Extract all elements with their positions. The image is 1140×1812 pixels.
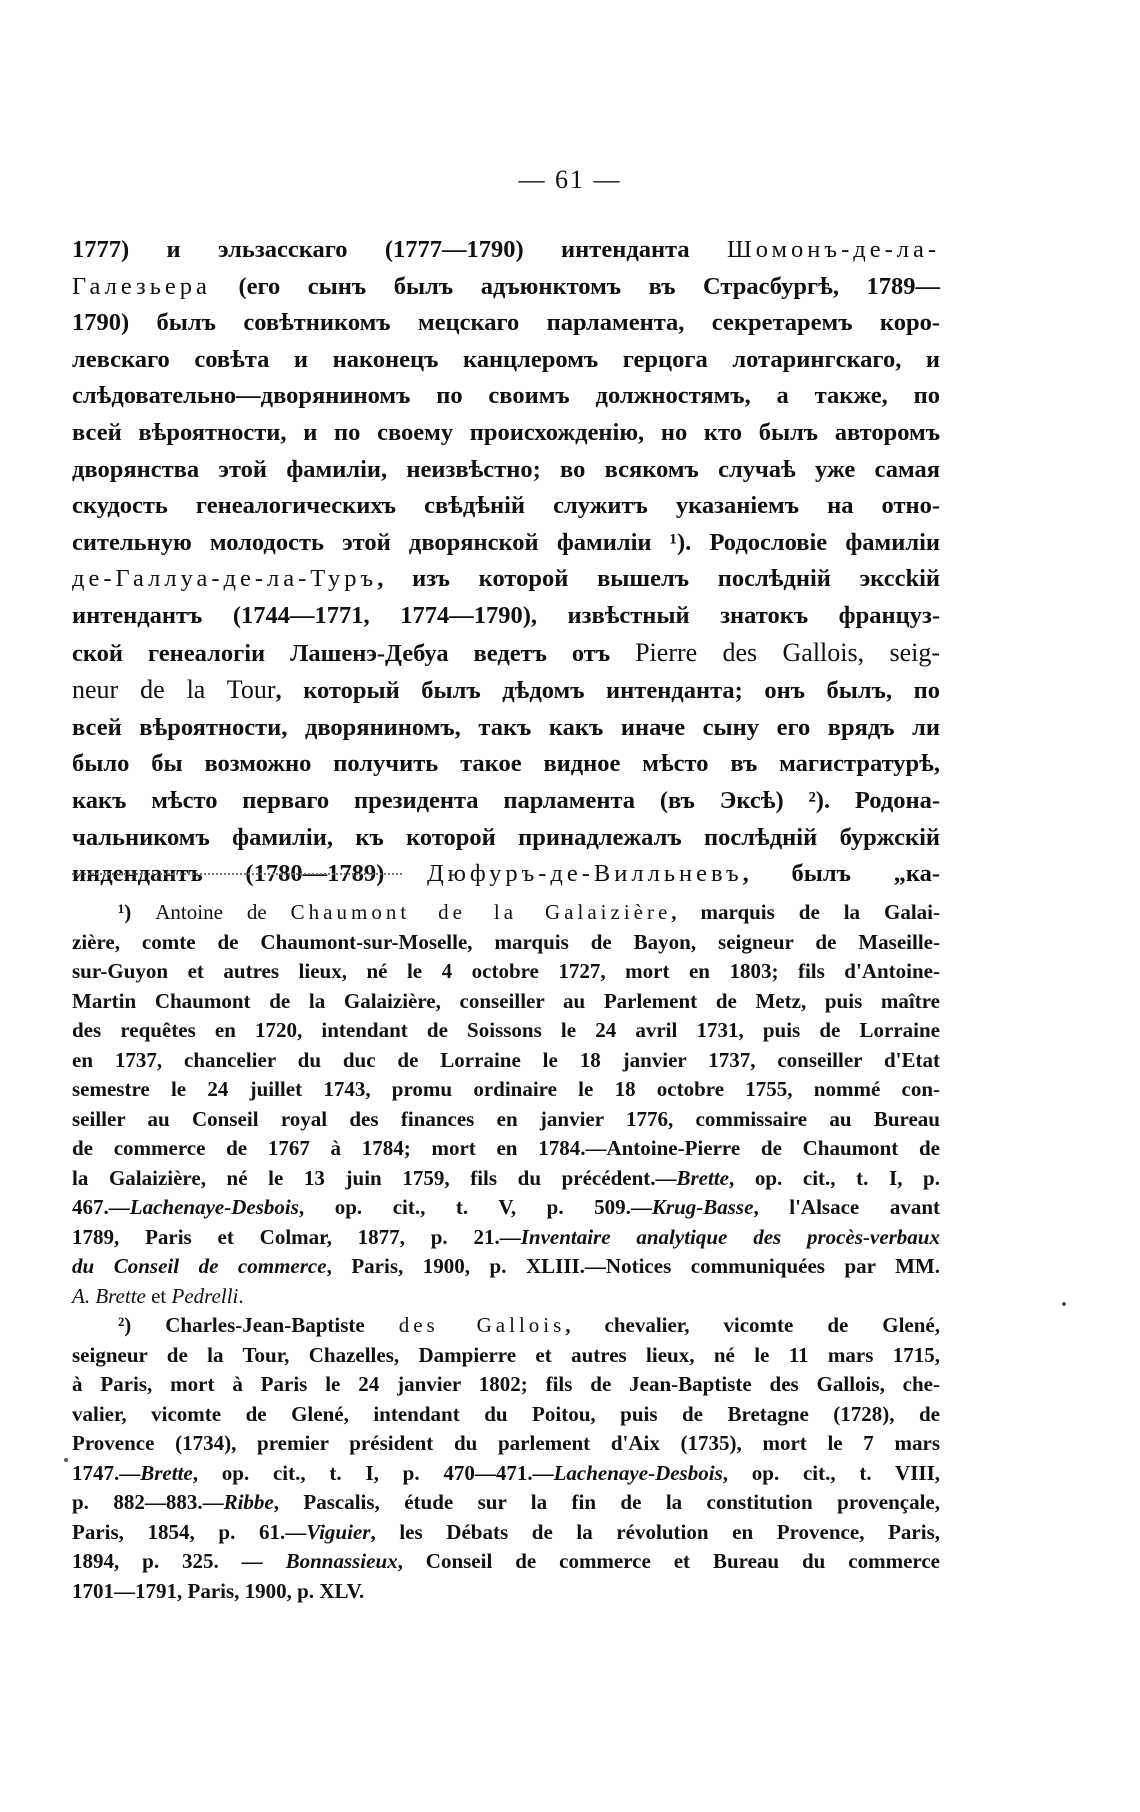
margin-mark [1062,1302,1066,1306]
footnote-2-line: 1701—1791, Paris, 1900, p. XLV. [72,1578,365,1603]
footnote-1-line: sur-Guyon et autres lieux, né le 4 octobre 1727, mort en 1803; fils d'Antoine- [72,959,940,983]
footnotes [72,898,940,1606]
page-number: — 61 — [518,165,622,194]
footnote-2-line: 1894, p. 325. — Bonnassieux, Conseil de commerce et Bureau du commerce [72,1549,940,1573]
text-line: Галезьера (его сынъ былъ адъюнктомъ въ Страсбургѣ, 1789— [72,272,940,300]
footnote-1-line: 467.—Lachenaye-Desbois, op. cit., t. V, p. 509.—Krug-Basse, l'Alsace avant [72,1195,940,1219]
footnote-2-line: à Paris, mort à Paris le 24 janvier 1802; fils de Jean-Baptiste des Gallois, che- [72,1372,940,1396]
text-line: сительную молодость этой дворянской фамиліи ¹). Родословіе фамиліи [72,528,940,556]
footnote-1-line: la Galaizière, né le 13 juin 1759, fils du précédent.—Brette, op. cit., t. I, p. [72,1165,940,1190]
footnote-1-line: des requêtes en 1720, intendant de Soissons le 24 avril 1731, puis de Lorraine [72,1018,940,1042]
text-line: интендантъ (1744—1771, 1774—1790), извѣстный знатокъ француз- [72,601,940,629]
main-paragraph [72,232,940,893]
footnote-1-line: seiller au Conseil royal des finances en janvier 1776, commissaire au Bureau [72,1106,940,1131]
footnote-2-line: seigneur de la Tour, Chazelles, Dampierre et autres lieux, né le 11 mars 1715, [72,1342,940,1367]
margin-mark [64,1458,68,1462]
footnote-1-line: ¹) Antoine de Chaumont de la Galaizière, marquis de la Galai- [118,900,941,924]
footnote-2-line: p. 882—883.—Ribbe, Pascalis, étude sur la fin de la constitution provençale, [72,1490,940,1514]
footnote-2-line: Provence (1734), premier président du parlement d'Aix (1735), mort le 7 mars [72,1431,940,1455]
text-line: neur de la Tour, который былъ дѣдомъ интенданта; онъ былъ, по [72,675,940,705]
footnote-separator [72,873,402,875]
footnote-1-line: Martin Chaumont de la Galaizière, conseiller au Parlement de Metz, puis maître [72,988,940,1013]
footnote-1-line: en 1737, chancelier du duc de Lorraine le 18 janvier 1737, conseiller d'Etat [72,1047,940,1072]
footnote-1-line: A. Brette et Pedrelli. [72,1283,244,1308]
text-line: какъ мѣсто перваго президента парламента (въ Эксѣ) ²). Родона- [72,786,940,814]
text-line: всей вѣроятности, и по своему происхожденію, но кто былъ авторомъ [72,418,940,446]
text-line: ской генеалогіи Лашенэ-Дебуа ведетъ отъ Pierre des Gallois, seig- [72,637,940,667]
footnote-2-line: Paris, 1854, p. 61.—Viguier, les Débats de la révolution en Provence, Paris, [72,1519,940,1544]
text-line: было бы возможно получить такое видное мѣсто въ магистратурѣ, [72,750,940,778]
text-line: слѣдовательно—дворяниномъ по своимъ должностямъ, а также, по [72,382,940,410]
footnote-1-line: semestre le 24 juillet 1743, promu ordinaire le 18 octobre 1755, nommé con- [72,1077,940,1101]
footnote-1-line: 1789, Paris et Colmar, 1877, p. 21.—Inventaire analytique des procès-verbaux [72,1224,940,1249]
text-line: всей вѣроятности, дворяниномъ, такъ какъ иначе сыну его врядъ ли [72,713,940,741]
footnote-1-line: du Conseil de commerce, Paris, 1900, p. XLIII.—Notices communiquées par MM. [72,1254,941,1278]
text-line: 1777) и эльзасскаго (1777—1790) интенданта Шомонъ-де-ла- [72,236,940,263]
text-line: скудость генеалогическихъ свѣдѣній служитъ указаніемъ на отно- [72,492,940,520]
text-line: 1790) былъ совѣтникомъ мецскаго парламента, секретаремъ коро- [72,309,940,337]
text-line: дворянства этой фамиліи, неизвѣстно; во всякомъ случаѣ уже самая [72,455,940,483]
text-line: де-Галлуа-де-ла-Туръ, изъ которой вышелъ послѣдній экссkій [72,565,940,593]
text-line: левскаго совѣта и наконецъ канцлеромъ герцога лотарингскаго, и [72,345,940,373]
text-line: чальникомъ фамиліи, къ которой принадлежалъ послѣдній буржскій [72,823,940,851]
text-line: индендантъ (1780—1789) Дюфуръ-де-Вилльневъ, былъ „ка- [72,860,941,888]
footnote-2-line: ²) Charles-Jean-Baptiste des Gallois, chevalier, vicomte de Glené, [118,1313,941,1337]
footnote-2-line: 1747.—Brette, op. cit., t. I, p. 470—471.—Lachenaye-Desbois, op. cit., t. VIII, [72,1460,940,1485]
footnote-1-line: de commerce de 1767 à 1784; mort en 1784.—Antoine-Pierre de Chaumont de [72,1136,940,1160]
footnote-2-line: valier, vicomte de Glené, intendant du Poitou, puis de Bretagne (1728), de [72,1401,940,1426]
footnote-1-line: zière, comte de Chaumont-sur-Moselle, marquis de Bayon, seigneur de Maseille- [72,929,940,954]
